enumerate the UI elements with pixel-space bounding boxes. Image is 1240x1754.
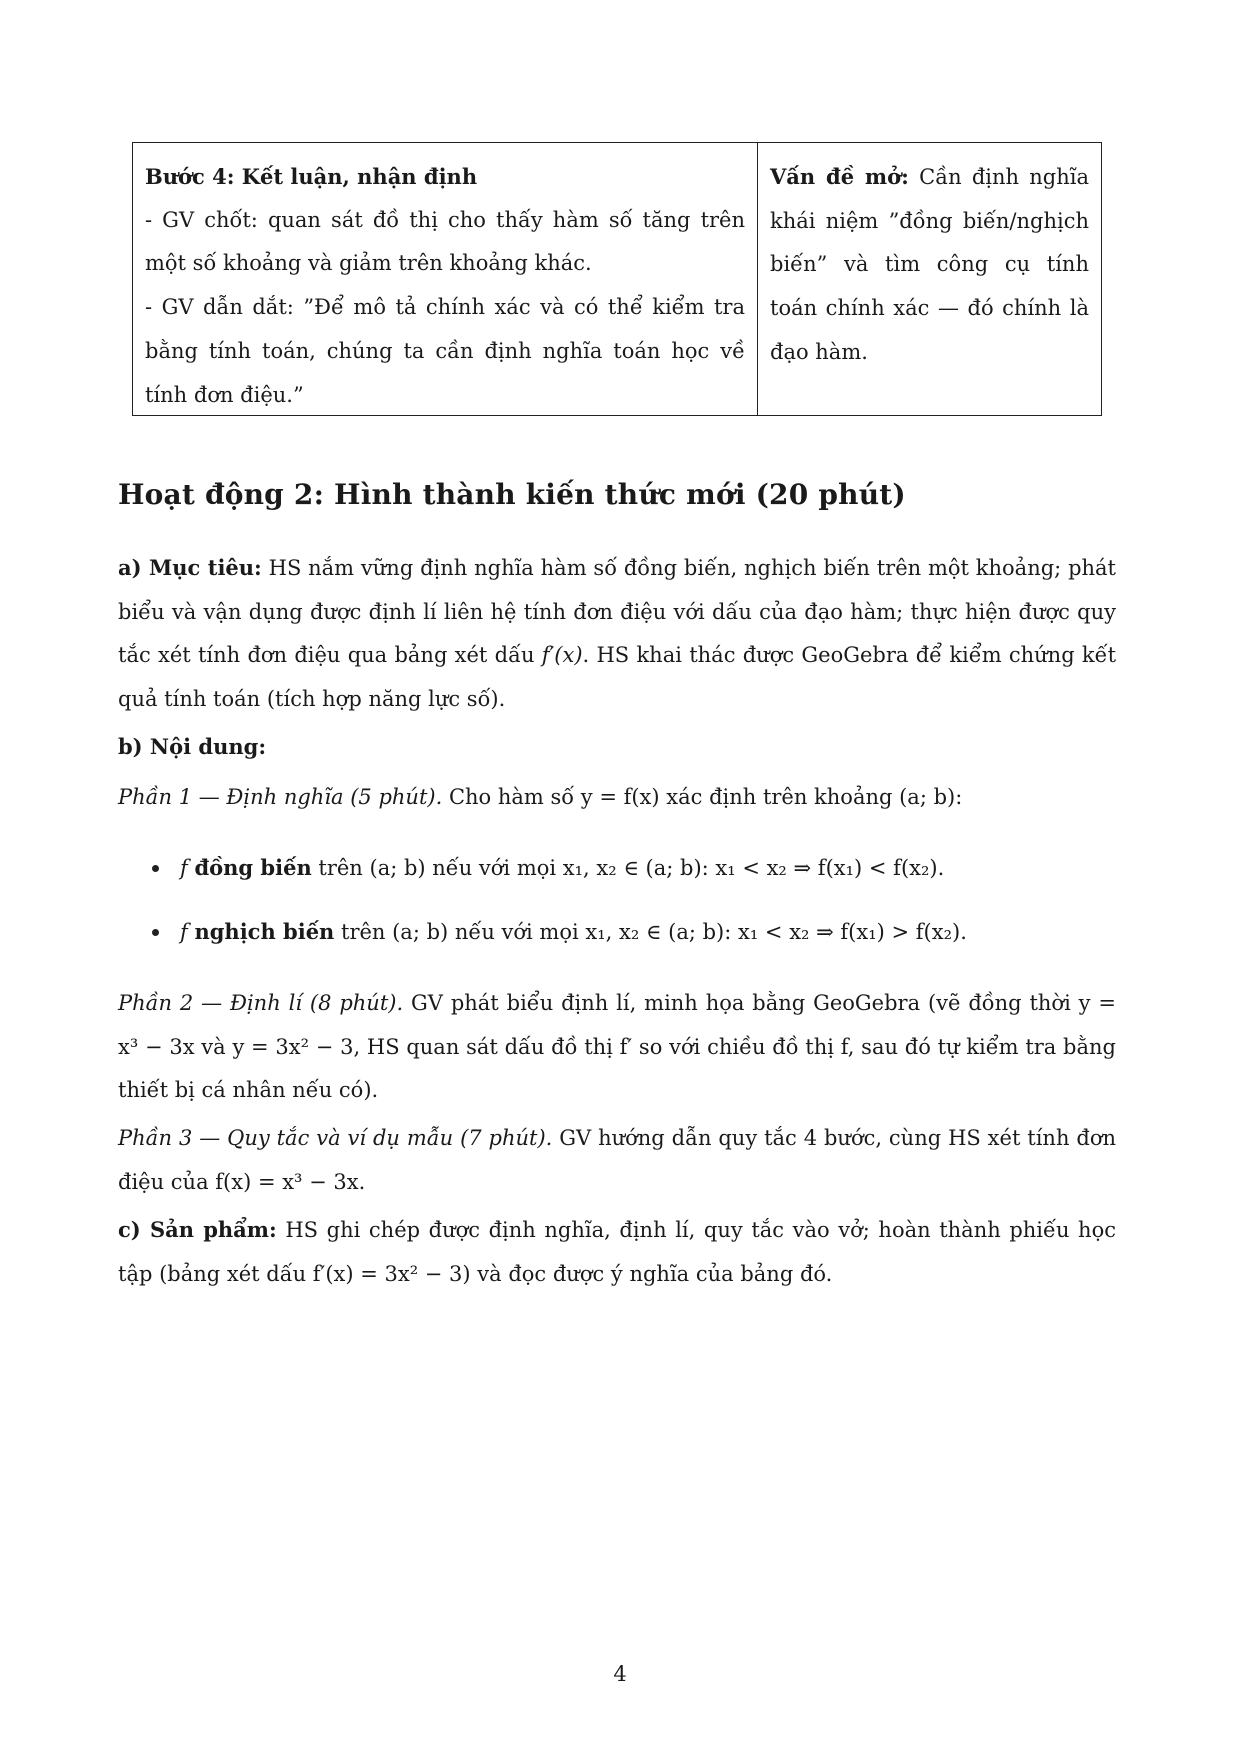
part3-text: GV hướng dẫn quy tắc 4 bước, cùng HS xét tính đơn điệu của f(x) = x³ − 3x. bbox=[118, 1126, 1116, 1194]
part2-paragraph bbox=[118, 982, 1116, 1113]
objective-text-1: HS nắm vững định nghĩa hàm số đồng biến, nghịch biến trên một khoảng; phát biểu và vận dụng được định lí liên hệ tính đơn điệu với dấu của đạo hàm; thực hiện được quy tắc xét tính đơn điệu qua bảng xét dấu bbox=[118, 556, 1116, 668]
section-heading: Hoạt động 2: Hình thành kiến thức mới (20 phút) bbox=[118, 478, 906, 511]
product-paragraph bbox=[118, 1208, 1116, 1296]
content-label: b) Nội dung: bbox=[118, 734, 267, 759]
part1-text: Cho hàm số y = f(x) xác định trên khoảng (a; b): bbox=[442, 785, 963, 809]
step-title: Bước 4: Kết luận, nhận định bbox=[145, 164, 478, 189]
bullet-text: trên (a; b) nếu với mọi x₁, x₂ ∈ (a; b): x₁ < x₂ ⇒ f(x₁) > f(x₂). bbox=[334, 920, 967, 944]
part1-label: Phần 1 — Định nghĩa (5 phút). bbox=[118, 785, 443, 809]
objective-label: a) Mục tiêu: bbox=[118, 555, 262, 580]
product-text: HS ghi chép được định nghĩa, định lí, quy tắc vào vở; hoàn thành phiếu học tập (bảng xét dấu f′(x) = 3x² − 3) và đọc được ý nghĩa của bảng đó. bbox=[118, 1218, 1116, 1286]
page-number: 4 bbox=[613, 1662, 627, 1686]
bullet-f: f bbox=[180, 920, 188, 944]
bullet-term: nghịch biến bbox=[194, 919, 335, 944]
objective-text-2: . HS khai thác được GeoGebra để kiểm chứng kết quả tính toán (tích hợp năng lực số). bbox=[118, 643, 1117, 712]
list-item bbox=[148, 910, 1108, 974]
part3-label: Phần 3 — Quy tắc và ví dụ mẫu (7 phút). bbox=[118, 1126, 553, 1150]
step-table bbox=[132, 142, 1102, 416]
part2-label: Phần 2 — Định lí (8 phút). bbox=[118, 991, 404, 1015]
open-issue-text: Cần định nghĩa khái niệm ”đồng biến/nghịch biến” và tìm công cụ tính toán chính xác — đó chính là đạo hàm. bbox=[770, 165, 1089, 364]
objective-math: f′(x) bbox=[541, 643, 583, 668]
bullet-term: đồng biến bbox=[194, 855, 312, 880]
open-issue-label: Vấn đề mở: bbox=[770, 164, 909, 189]
table-cell-right bbox=[758, 143, 1101, 415]
step-line-1: - GV chốt: quan sát đồ thị cho thấy hàm số tăng trên một số khoảng và giảm trên khoảng khác. bbox=[145, 207, 745, 276]
part2-text: GV phát biểu định lí, minh họa bằng GeoGebra (vẽ đồng thời y = x³ − 3x và y = 3x² − 3, HS quan sát dấu đồ thị f′ so với chiều đồ thị f, sau đó tự kiểm tra bằng thiết bị cá nhân nếu có). bbox=[118, 991, 1116, 1103]
part3-paragraph bbox=[118, 1117, 1116, 1204]
bullet-text: trên (a; b) nếu với mọi x₁, x₂ ∈ (a; b): x₁ < x₂ ⇒ f(x₁) < f(x₂). bbox=[311, 856, 945, 880]
definition-list bbox=[148, 846, 1108, 974]
product-label: c) Sản phẩm: bbox=[118, 1217, 277, 1242]
table-cell-left bbox=[133, 143, 758, 415]
list-item bbox=[148, 846, 1108, 910]
step-line-2: - GV dẫn dắt: ”Để mô tả chính xác và có thể kiểm tra bằng tính toán, chúng ta cần định nghĩa toán học về tính đơn điệu.” bbox=[145, 295, 745, 407]
part1-paragraph bbox=[118, 776, 1116, 820]
bullet-f: f bbox=[180, 856, 188, 880]
paragraph-objective bbox=[118, 546, 1116, 722]
